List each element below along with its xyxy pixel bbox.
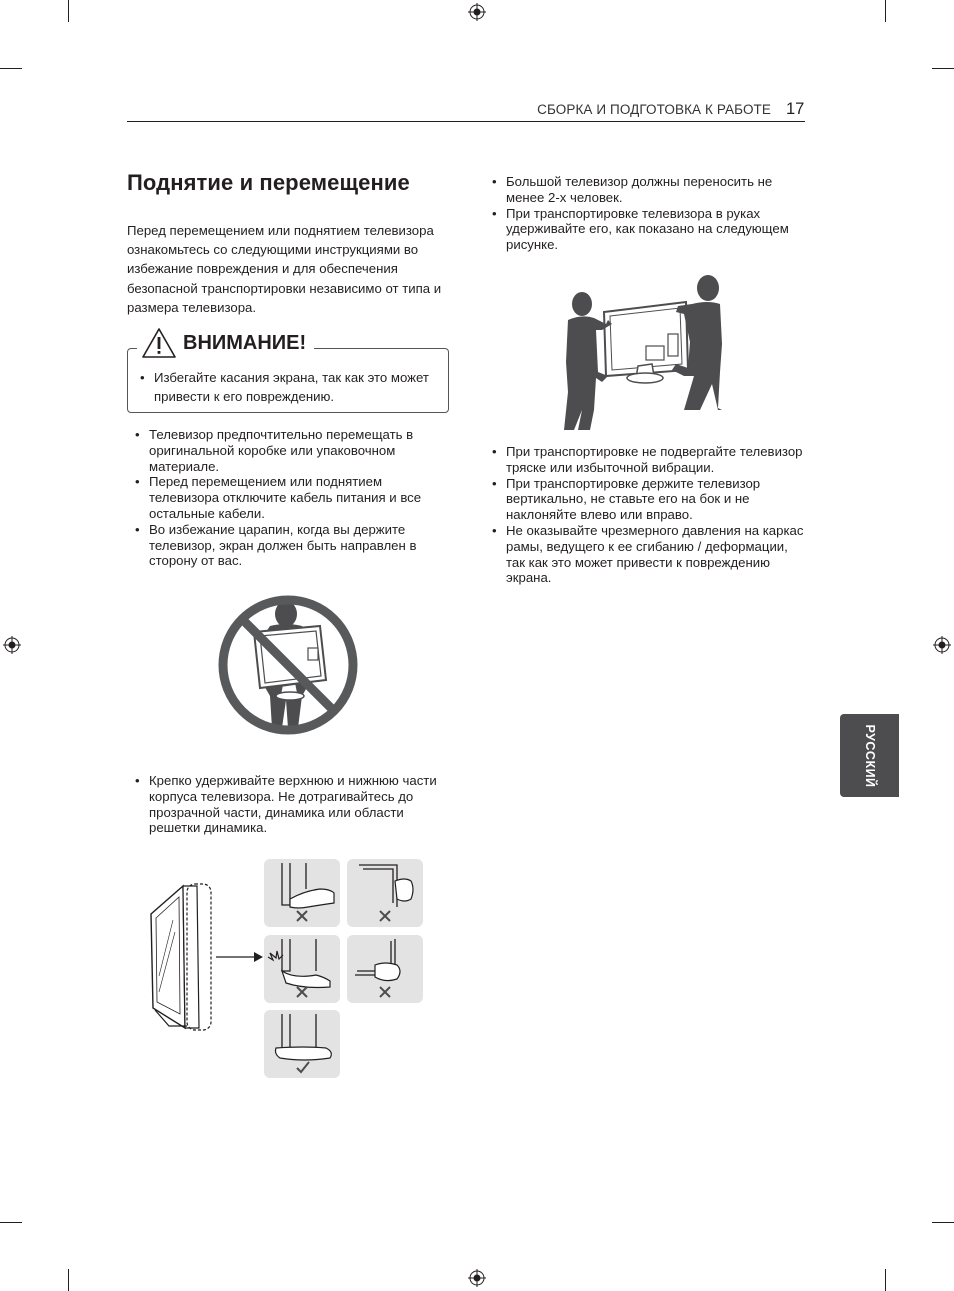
- crop-mark: [0, 1222, 22, 1223]
- list-item: • При транспортировке телевизора в руках удерживайте его, как показано на следующем рисунке.: [484, 206, 809, 253]
- page-number: 17: [786, 100, 805, 118]
- caution-header: [137, 325, 314, 361]
- list-item: • Перед перемещением или поднятием телевизора отключите кабель питания и все остальные кабели.: [127, 474, 452, 521]
- crop-mark: [68, 1269, 69, 1291]
- pointer-arrow: [216, 951, 264, 963]
- caution-content: [140, 368, 430, 406]
- right-bullet-list-2: [484, 444, 809, 586]
- two-person-carry-illustration: [560, 272, 730, 432]
- registration-mark-icon: [3, 636, 21, 654]
- running-header-title: СБОРКА И ПОДГОТОВКА К РАБОТЕ: [537, 102, 771, 117]
- crop-mark: [885, 0, 886, 22]
- tv-side-illustration: [145, 880, 223, 1034]
- registration-mark-icon: [933, 636, 951, 654]
- grip-panel-wrong-4: [347, 935, 423, 1003]
- warning-triangle-icon: [141, 327, 177, 359]
- crop-mark: [932, 68, 954, 69]
- list-item: • Телевизор предпочтительно перемещать в оригинальной коробке или упаковочном материале.: [127, 427, 452, 474]
- list-item: • Не оказывайте чрезмерного давления на каркас рамы, ведущего к ее сгибанию / деформации, так как это может привести к повреждению экрана.: [484, 523, 809, 586]
- language-tab-label: РУССКИЙ: [862, 723, 877, 788]
- caution-item: • Избегайте касания экрана, так как это может привести к его повреждению.: [140, 368, 430, 406]
- list-item: • Большой телевизор должны переносить не менее 2-х человек.: [484, 174, 809, 206]
- section-title: Поднятие и перемещение: [127, 170, 410, 195]
- list-item: • При транспортировке держите телевизор вертикально, не ставьте его на бок и не наклоняйте влево или вправо.: [484, 476, 809, 523]
- grip-panel-correct: [264, 1010, 340, 1078]
- grip-panel-wrong-2: [347, 859, 423, 927]
- header-rule: [127, 121, 805, 122]
- crop-mark: [68, 0, 69, 22]
- left-bullet-list-2: [127, 773, 452, 836]
- grip-panel-wrong-3: [264, 935, 340, 1003]
- caution-title: ВНИМАНИЕ!: [183, 331, 307, 354]
- list-item: • При транспортировке не подвергайте телевизор тряске или избыточной вибрации.: [484, 444, 809, 476]
- list-item: • Крепко удерживайте верхнюю и нижнюю части корпуса телевизора. Не дотрагивайтесь до прозрачной части, динамика или области решетки динамика.: [127, 773, 452, 836]
- crop-mark: [885, 1269, 886, 1291]
- crop-mark: [932, 1222, 954, 1223]
- intro-paragraph: Перед перемещением или поднятием телевизора ознакомьтесь со следующими инструкциями во избежание повреждения и для обеспечения безопасной транспортировки независимо от типа и размера телевизора.: [127, 223, 442, 315]
- crop-mark: [0, 68, 22, 69]
- left-bullet-list-1: [127, 427, 452, 569]
- registration-mark-icon: [468, 3, 486, 21]
- registration-mark-icon: [468, 1269, 486, 1287]
- prohibited-carry-illustration: [214, 592, 362, 738]
- right-bullet-list-1: [484, 174, 809, 253]
- grip-panel-wrong-1: [264, 859, 340, 927]
- list-item: • Во избежание царапин, когда вы держите телевизор, экран должен быть направлен в сторону от вас.: [127, 522, 452, 569]
- language-side-tab: [840, 714, 899, 797]
